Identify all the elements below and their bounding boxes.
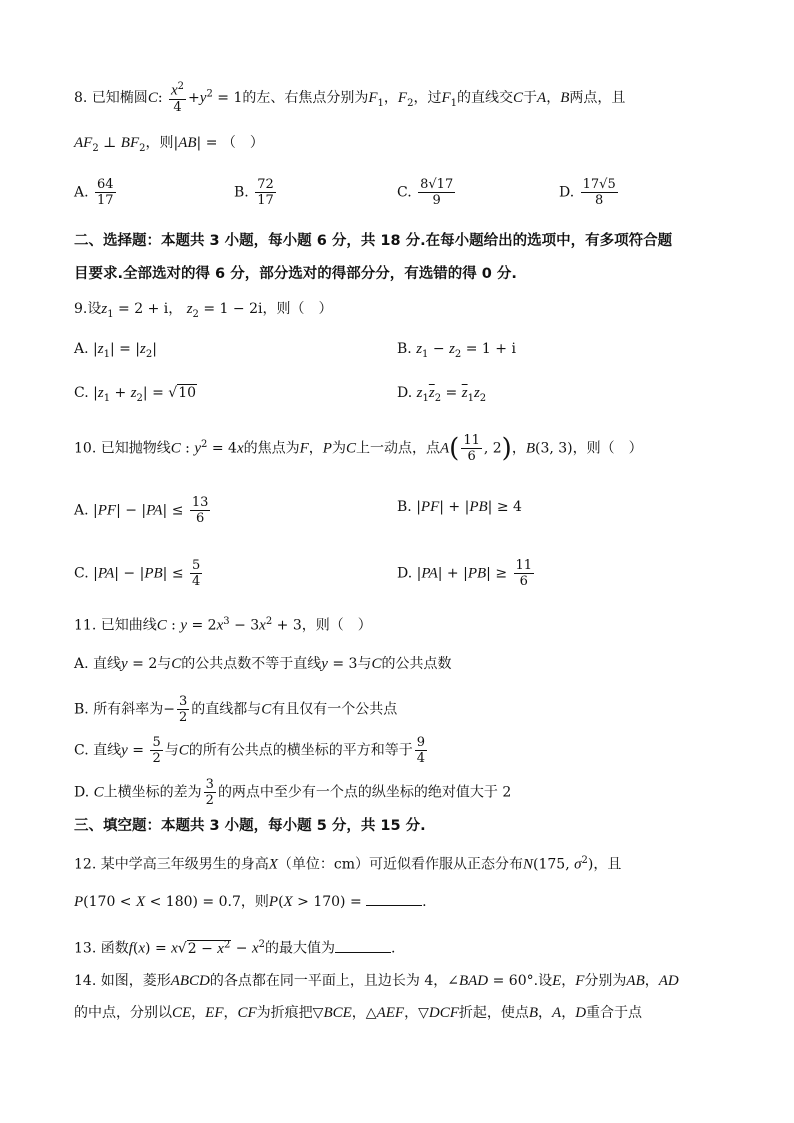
section2-heading-cont: 目要求.全部选对的得 6 分，部分选对的得部分分，有选错的得 0 分. — [74, 266, 517, 282]
q9-option-d[interactable]: D. $z_1\overline{z}_2 = \overline{z}_1z_2$ — [397, 385, 487, 404]
q9-option-a[interactable]: A. $|z_1| = |z_2|$ — [74, 341, 157, 360]
answer-blank[interactable] — [335, 938, 391, 953]
q9-option-b[interactable]: B. $z_1 - z_2 = 1 + i$ — [397, 341, 516, 360]
q8-option-d[interactable]: D. $\frac{17√5}{8}$ — [559, 177, 616, 208]
section3-heading: 三、填空题：本题共 3 小题，每小题 5 分，共 15 分. — [74, 818, 426, 834]
ellipse-fraction: $\frac{x^2}{4}$ — [171, 81, 185, 116]
q11-option-b[interactable]: B. 所有斜率为− $\frac{3}{2}$ 的直线都与C有且仅有一个公共点 — [74, 694, 398, 725]
q10-option-c[interactable]: C. |PA| − |PB| ≤ $\frac{5}{4}$ — [74, 558, 201, 589]
q8-stem: 8. 已知椭圆C: $\frac{x^2}{4}$ $+y^2 = 1$的左、右焦点分别为$F_1$，$F_2$，过$F_1$的直线交C于A，B两点，且 — [74, 81, 626, 116]
q10-option-d[interactable]: D. |PA| + |PB| ≥ $\frac{11}{6}$ — [397, 558, 533, 589]
answer-blank[interactable] — [366, 891, 422, 906]
q10-option-b[interactable]: B. |PF| + |PB| ≥ 4 — [397, 499, 522, 515]
q14-stem-cont: 的中点，分别以CE，EF，CF为折痕把▽BCE，△AEF，▽DCF折起，使点B，A，D重合于点 — [74, 1005, 643, 1021]
q11-option-a[interactable]: A. 直线y = 2与C的公共点数不等于直线y = 3与C的公共点数 — [74, 656, 452, 672]
q12-condition: P(170 < X < 180) = 0.7，则P(X > 170) = . — [74, 891, 724, 913]
q8-option-a[interactable]: A. $\frac{64}{17}$ — [74, 177, 114, 208]
q14-stem: 14. 如图，菱形ABCD的各点都在同一平面上，且边长为 4，∠BAD = 60°.设E，F分别为AB，AD — [74, 973, 679, 989]
section2-heading: 二、选择题：本题共 3 小题，每小题 6 分，共 18 分.在每小题给出的选项中，有多项符合题 — [74, 233, 673, 249]
q8-condition: $AF_2$ ⊥ $BF_2$，则|AB| = （ ） — [74, 135, 264, 154]
q11-stem: 11. 已知曲线C : $y = 2x^3 - 3x^2 + 3$，则（ ） — [74, 616, 372, 634]
q11-option-d[interactable]: D. C上横坐标的差为 $\frac{3}{2}$ 的两点中至少有一个点的纵坐标的绝对值大于 2 — [74, 777, 512, 808]
q8-option-b[interactable]: B. $\frac{72}{17}$ — [234, 177, 274, 208]
q9-stem: 9.设$z_1 = 2 + i$， $z_2 = 1 - 2i$，则（ ） — [74, 301, 333, 320]
q11-option-c[interactable]: C. 直线y = $\frac{5}{2}$ 与C的所有公共点的横坐标的平方和等于 $\frac{9}{4}$ — [74, 735, 426, 766]
q13-stem: 13. 函数$f(x) = x√2 - x^2 - x^2$的最大值为 . — [74, 939, 396, 957]
q8-option-c[interactable]: C. $\frac{8√17}{9}$ — [397, 177, 454, 208]
q10-option-a[interactable]: A. |PF| − |PA| ≤ $\frac{13}{6}$ — [74, 495, 209, 526]
q12-stem: 12. 某中学高三年级男生的身高X（单位：cm）可近似看作服从正态分布N(175, $\sigma^2$)，且 — [74, 855, 622, 873]
q10-stem: 10. 已知抛物线C : $y^2 = 4x$的焦点为F，P为C上一动点，点A( $\frac{11}{6}$ , 2)，B(3, 3)，则（ ） — [74, 433, 643, 465]
q9-option-c[interactable]: C. $|z_1 + z_2| = √10$ — [74, 385, 197, 404]
